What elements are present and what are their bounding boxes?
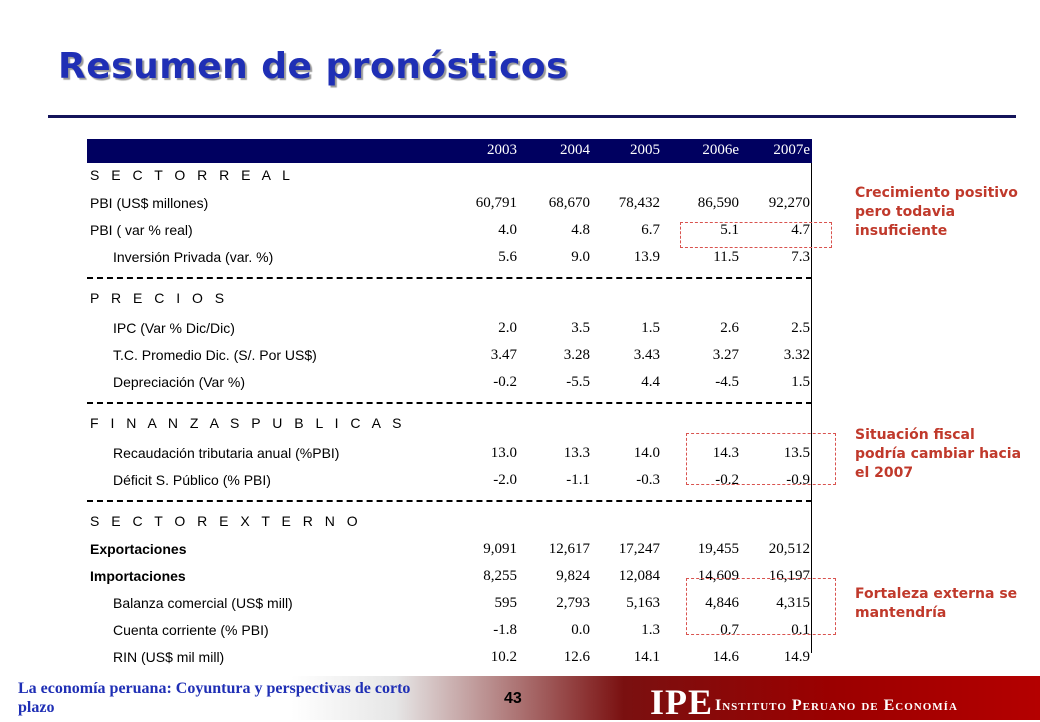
header-2003: 2003 bbox=[487, 142, 517, 158]
row-label: Déficit S. Público (% PBI) bbox=[113, 472, 271, 488]
row-label: RIN (US$ mil mill) bbox=[113, 649, 225, 665]
cell: 14.0 bbox=[633, 445, 660, 461]
cell: 19,455 bbox=[697, 541, 739, 557]
cell: 9.0 bbox=[571, 249, 590, 265]
cell: 4.8 bbox=[571, 222, 590, 238]
cell: 8,255 bbox=[483, 568, 517, 584]
cell: -1.8 bbox=[493, 622, 517, 638]
row-label: Inversión Privada (var. %) bbox=[113, 249, 274, 265]
cell: 14.6 bbox=[712, 649, 739, 665]
cell: 4.7 bbox=[791, 222, 810, 238]
cell: 2.5 bbox=[791, 320, 810, 336]
cell: 6.7 bbox=[641, 222, 660, 238]
table-row bbox=[87, 645, 812, 672]
section-sector-real bbox=[87, 163, 812, 191]
cell: 20,512 bbox=[768, 541, 810, 557]
section-divider bbox=[87, 272, 812, 286]
cell: 3.47 bbox=[490, 347, 517, 363]
table-row bbox=[87, 343, 812, 370]
row-label: T.C. Promedio Dic. (S/. Por US$) bbox=[113, 347, 317, 363]
cell: 5.6 bbox=[498, 249, 517, 265]
cell: -0.3 bbox=[636, 472, 660, 488]
section-precios bbox=[87, 286, 812, 316]
cell: 68,670 bbox=[548, 195, 590, 211]
annotation-fiscal: Situación fiscal podría cambiar hacia el 2007 bbox=[855, 427, 1022, 481]
row-label: PBI (US$ millones) bbox=[90, 195, 209, 211]
cell: 3.43 bbox=[633, 347, 660, 363]
table-row bbox=[87, 191, 812, 218]
cell: -5.5 bbox=[566, 374, 590, 390]
annotation-externo: Fortaleza externa se mantendría bbox=[855, 586, 1018, 621]
cell: 1.5 bbox=[791, 374, 810, 390]
cell: 12,084 bbox=[618, 568, 660, 584]
section-sector-externo bbox=[87, 509, 812, 537]
cell: 595 bbox=[494, 595, 517, 611]
section-title: F I N A N Z A S P U B L I C A S bbox=[90, 415, 406, 431]
header-2007e: 2007e bbox=[773, 142, 810, 158]
cell: 4.0 bbox=[498, 222, 517, 238]
section-title: P R E C I O S bbox=[90, 290, 229, 306]
cell: 3.28 bbox=[563, 347, 590, 363]
row-label: Depreciación (Var %) bbox=[113, 374, 246, 390]
row-label: Cuenta corriente (% PBI) bbox=[113, 622, 269, 638]
section-divider bbox=[87, 397, 812, 411]
cell: 13.5 bbox=[783, 445, 810, 461]
section-divider bbox=[87, 495, 812, 509]
cell: 16,197 bbox=[768, 568, 810, 584]
cell: 9,091 bbox=[483, 541, 517, 557]
cell: -2.0 bbox=[493, 472, 517, 488]
section-title: S E C T O R R E A L bbox=[90, 167, 294, 183]
ipe-logo: IPE bbox=[650, 682, 714, 722]
cell: 14.3 bbox=[712, 445, 739, 461]
cell: 4,315 bbox=[776, 595, 810, 611]
cell: -0.9 bbox=[786, 472, 810, 488]
header-2006e: 2006e bbox=[702, 142, 739, 158]
table-row bbox=[87, 316, 812, 343]
cell: 12,617 bbox=[548, 541, 590, 557]
header-2004: 2004 bbox=[560, 142, 590, 158]
cell: 3.5 bbox=[571, 320, 590, 336]
header-2005: 2005 bbox=[630, 142, 660, 158]
table-row bbox=[87, 370, 812, 397]
cell: 3.27 bbox=[712, 347, 739, 363]
cell: 86,590 bbox=[697, 195, 739, 211]
cell: 13.9 bbox=[633, 249, 660, 265]
cell: -0.2 bbox=[493, 374, 517, 390]
footer-title: La economía peruana: Coyuntura y perspectivas de corto plazo bbox=[18, 680, 411, 716]
table-header bbox=[87, 139, 812, 163]
cell: 12.6 bbox=[563, 649, 590, 665]
cell: 11.5 bbox=[713, 249, 739, 265]
row-label: Exportaciones bbox=[90, 541, 187, 557]
annotation-real: Crecimiento positivo pero todavia insuficiente bbox=[855, 185, 1018, 239]
row-label: Balanza comercial (US$ mill) bbox=[113, 595, 293, 611]
cell: 1.5 bbox=[641, 320, 660, 336]
cell: 60,791 bbox=[475, 195, 517, 211]
section-title: S E C T O R E X T E R N O bbox=[90, 513, 362, 529]
cell: -0.2 bbox=[715, 472, 739, 488]
row-label: Recaudación tributaria anual (%PBI) bbox=[113, 445, 340, 461]
cell: 2.6 bbox=[720, 320, 739, 336]
title-divider bbox=[48, 115, 1016, 118]
highlight-box-externo bbox=[686, 578, 836, 635]
cell: -4.5 bbox=[715, 374, 739, 390]
cell: 3.32 bbox=[783, 347, 810, 363]
row-label: Importaciones bbox=[90, 568, 186, 584]
cell: 0.1 bbox=[791, 622, 810, 638]
cell: 1.3 bbox=[641, 622, 660, 638]
cell: 17,247 bbox=[618, 541, 660, 557]
cell: 4,846 bbox=[705, 595, 739, 611]
highlight-box-real bbox=[680, 222, 832, 248]
page-number: 43 bbox=[504, 690, 522, 707]
cell: 7.3 bbox=[791, 249, 810, 265]
cell: 14.9 bbox=[783, 649, 810, 665]
cell: 14.1 bbox=[633, 649, 660, 665]
cell: 2,793 bbox=[556, 595, 590, 611]
cell: 13.0 bbox=[490, 445, 517, 461]
table-row bbox=[87, 537, 812, 564]
brand-name: Instituto Peruano de Economía bbox=[715, 697, 958, 714]
cell: 2.0 bbox=[498, 320, 517, 336]
cell: 78,432 bbox=[618, 195, 660, 211]
row-label: IPC (Var % Dic/Dic) bbox=[113, 320, 235, 336]
cell: 5.1 bbox=[720, 222, 739, 238]
cell: 14,609 bbox=[697, 568, 739, 584]
cell: 5,163 bbox=[626, 595, 660, 611]
cell: -1.1 bbox=[566, 472, 590, 488]
cell: 4.4 bbox=[641, 374, 660, 390]
cell: 92,270 bbox=[768, 195, 810, 211]
slide-title: Resumen de pronósticos bbox=[58, 46, 569, 87]
cell: 0.0 bbox=[571, 622, 590, 638]
cell: 13.3 bbox=[563, 445, 590, 461]
cell: 0.7 bbox=[720, 622, 739, 638]
row-label: PBI ( var % real) bbox=[90, 222, 193, 238]
cell: 10.2 bbox=[490, 649, 517, 665]
table-row bbox=[87, 245, 812, 272]
cell: 9,824 bbox=[556, 568, 590, 584]
highlight-box-fiscal bbox=[686, 433, 836, 485]
